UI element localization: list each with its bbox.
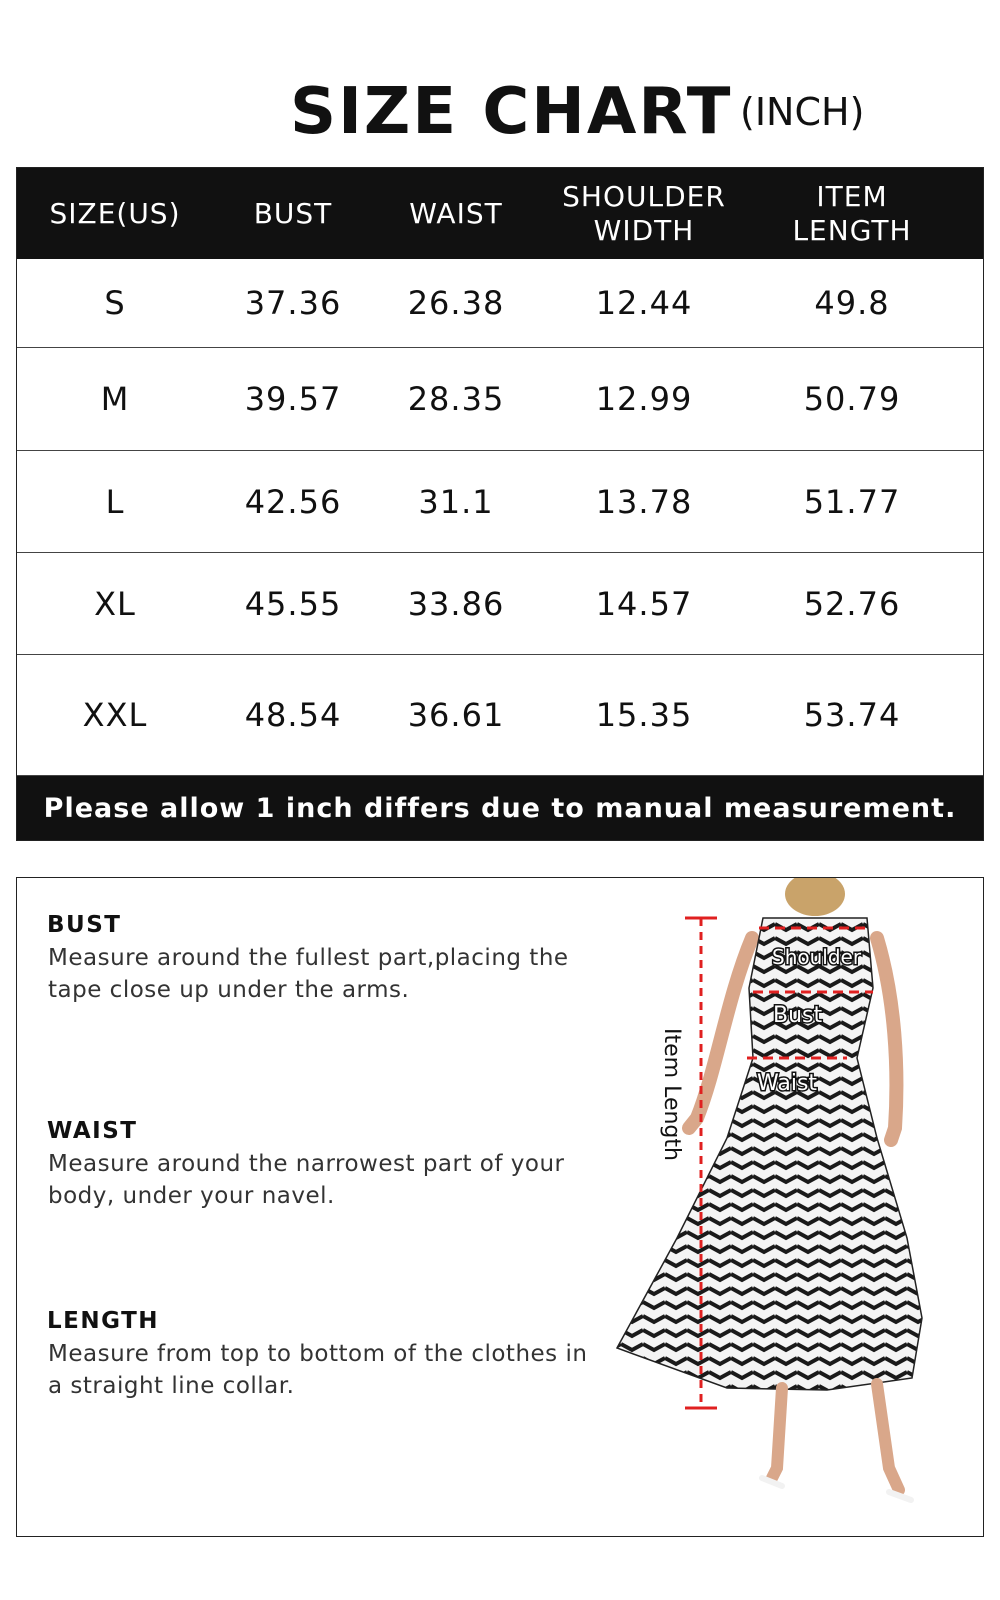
cell-waist: 33.86 — [407, 584, 505, 623]
cell-shoulder-width: 12.99 — [595, 380, 693, 418]
waist-label: Waist — [757, 1071, 818, 1096]
header-waist: WAIST — [409, 196, 503, 230]
model-head — [785, 878, 845, 916]
cell-item-length: 52.76 — [803, 584, 901, 623]
waist-description: Measure around the narrowest part of your body, under your navel. — [48, 1151, 565, 1209]
cell-size: L — [105, 482, 125, 521]
model-illustration — [577, 878, 977, 1537]
bust-label: Bust — [773, 1003, 823, 1028]
measurement-note: Please allow 1 inch differs due to manual measurement. — [17, 776, 983, 840]
measurement-guide — [16, 877, 984, 1537]
model-right-leg — [877, 1384, 899, 1490]
cell-bust: 37.36 — [244, 284, 342, 322]
header-size: SIZE(US) — [49, 196, 181, 230]
table-row — [17, 655, 983, 776]
cell-bust: 48.54 — [244, 696, 342, 734]
model-right-arm — [877, 938, 896, 1140]
cell-size: M — [100, 380, 130, 418]
header-bust: BUST — [253, 196, 333, 230]
cell-size: S — [104, 284, 126, 322]
unit-label: (INCH) — [740, 90, 865, 134]
page-title: SIZE CHART — [290, 75, 733, 149]
table-row — [17, 348, 983, 451]
shoulder-label: Shoulder — [772, 945, 862, 969]
cell-waist: 26.38 — [407, 284, 505, 322]
cell-bust: 45.55 — [244, 584, 342, 623]
length-description: Measure from top to bottom of the clothes in a straight line collar. — [48, 1341, 588, 1399]
bust-heading: BUST — [47, 912, 122, 938]
cell-item-length: 53.74 — [803, 696, 901, 734]
cell-item-length: 49.8 — [814, 284, 890, 322]
table-row — [17, 553, 983, 655]
cell-shoulder-width: 14.57 — [595, 584, 693, 623]
bust-description: Measure around the fullest part,placing the tape close up under the arms. — [48, 945, 569, 1003]
cell-size: XL — [94, 584, 136, 623]
waist-heading: WAIST — [47, 1118, 138, 1144]
table-row — [17, 259, 983, 348]
title-row — [0, 72, 1000, 152]
cell-size: XXL — [82, 696, 148, 734]
cell-waist: 31.1 — [418, 482, 494, 521]
cell-bust: 42.56 — [244, 482, 342, 521]
cell-item-length: 50.79 — [803, 380, 901, 418]
model-left-leg — [772, 1388, 782, 1478]
cell-waist: 36.61 — [407, 696, 505, 734]
model-right-shoe — [889, 1492, 911, 1500]
length-heading: LENGTH — [47, 1308, 160, 1334]
table-header — [17, 168, 983, 259]
cell-waist: 28.35 — [407, 380, 505, 418]
cell-shoulder-width: 13.78 — [595, 482, 693, 521]
size-table — [16, 167, 984, 841]
cell-shoulder-width: 15.35 — [595, 696, 693, 734]
model-left-shoe — [762, 1478, 782, 1486]
table-row — [17, 451, 983, 553]
header-item-length: ITEM LENGTH — [792, 179, 912, 247]
header-shoulder-width: SHOULDER WIDTH — [562, 179, 726, 247]
cell-item-length: 51.77 — [803, 482, 901, 521]
cell-shoulder-width: 12.44 — [595, 284, 693, 322]
item-length-label: Item Length — [659, 1028, 684, 1161]
cell-bust: 39.57 — [244, 380, 342, 418]
